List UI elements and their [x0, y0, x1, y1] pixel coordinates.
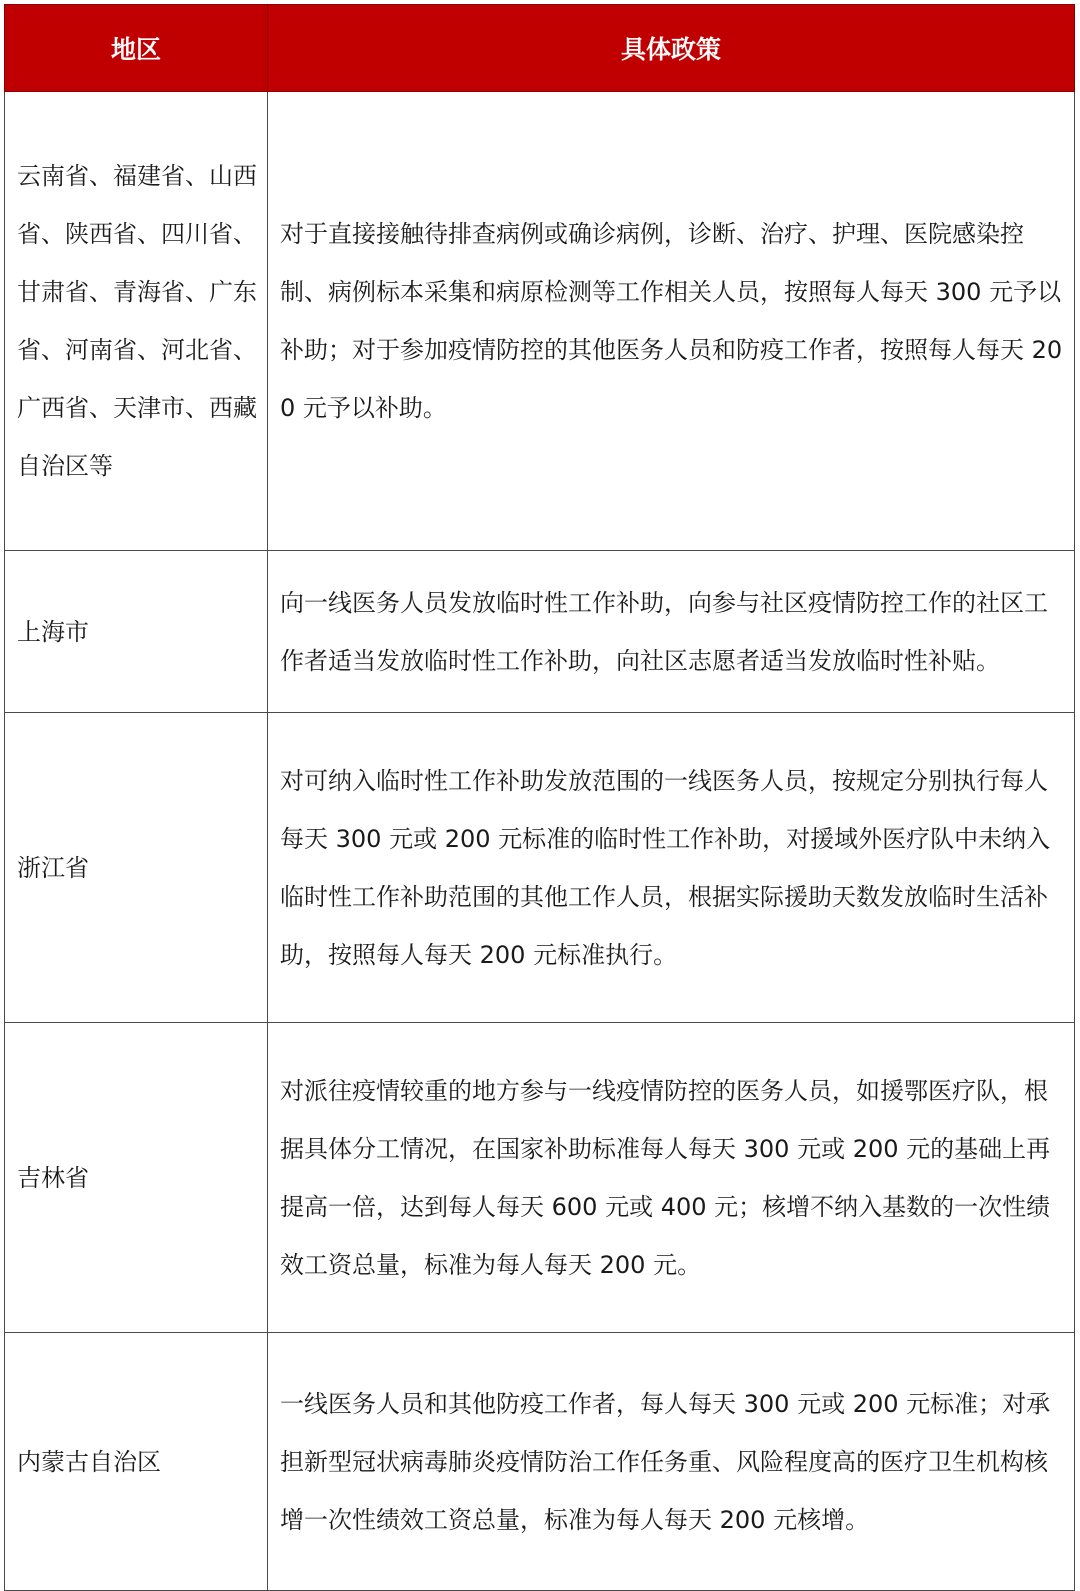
table-row: [5, 551, 1075, 713]
region-cell: 浙江省: [5, 713, 268, 1023]
region-cell: 云南省、福建省、山西省、陕西省、四川省、甘肃省、青海省、广东省、河南省、河北省、广西省、天津市、西藏自治区等: [5, 92, 268, 551]
table-header-row: [5, 5, 1075, 92]
header-region: 地区: [5, 5, 268, 92]
table-row: [5, 1023, 1075, 1333]
policy-cell: 对派往疫情较重的地方参与一线疫情防控的医务人员，如援鄂医疗队，根据具体分工情况，在国家补助标准每人每天 300 元或 200 元的基础上再提高一倍，达到每人每天 600 元或 400 元；核增不纳入基数的一次性绩效工资总量，标准为每人每天 200 元。: [268, 1023, 1075, 1333]
table-row: [5, 92, 1075, 551]
table-row: [5, 1333, 1075, 1591]
policy-cell: 对可纳入临时性工作补助发放范围的一线医务人员，按规定分别执行每人每天 300 元或 200 元标准的临时性工作补助，对援域外医疗队中未纳入临时性工作补助范围的其他工作人员，根据实际援助天数发放临时生活补助，按照每人每天 200 元标准执行。: [268, 713, 1075, 1023]
region-cell: 上海市: [5, 551, 268, 713]
policy-table: [4, 4, 1075, 1591]
region-cell: 内蒙古自治区: [5, 1333, 268, 1591]
policy-cell: 对于直接接触待排查病例或确诊病例，诊断、治疗、护理、医院感染控制、病例标本采集和病原检测等工作相关人员，按照每人每天 300 元予以补助；对于参加疫情防控的其他医务人员和防疫工作者，按照每人每天 200 元予以补助。: [268, 92, 1075, 551]
region-cell: 吉林省: [5, 1023, 268, 1333]
header-policy: 具体政策: [268, 5, 1075, 92]
table-row: [5, 713, 1075, 1023]
policy-cell: 向一线医务人员发放临时性工作补助，向参与社区疫情防控工作的社区工作者适当发放临时性工作补助，向社区志愿者适当发放临时性补贴。: [268, 551, 1075, 713]
policy-cell: 一线医务人员和其他防疫工作者，每人每天 300 元或 200 元标准；对承担新型冠状病毒肺炎疫情防治工作任务重、风险程度高的医疗卫生机构核增一次性绩效工资总量，标准为每人每天 200 元核增。: [268, 1333, 1075, 1591]
